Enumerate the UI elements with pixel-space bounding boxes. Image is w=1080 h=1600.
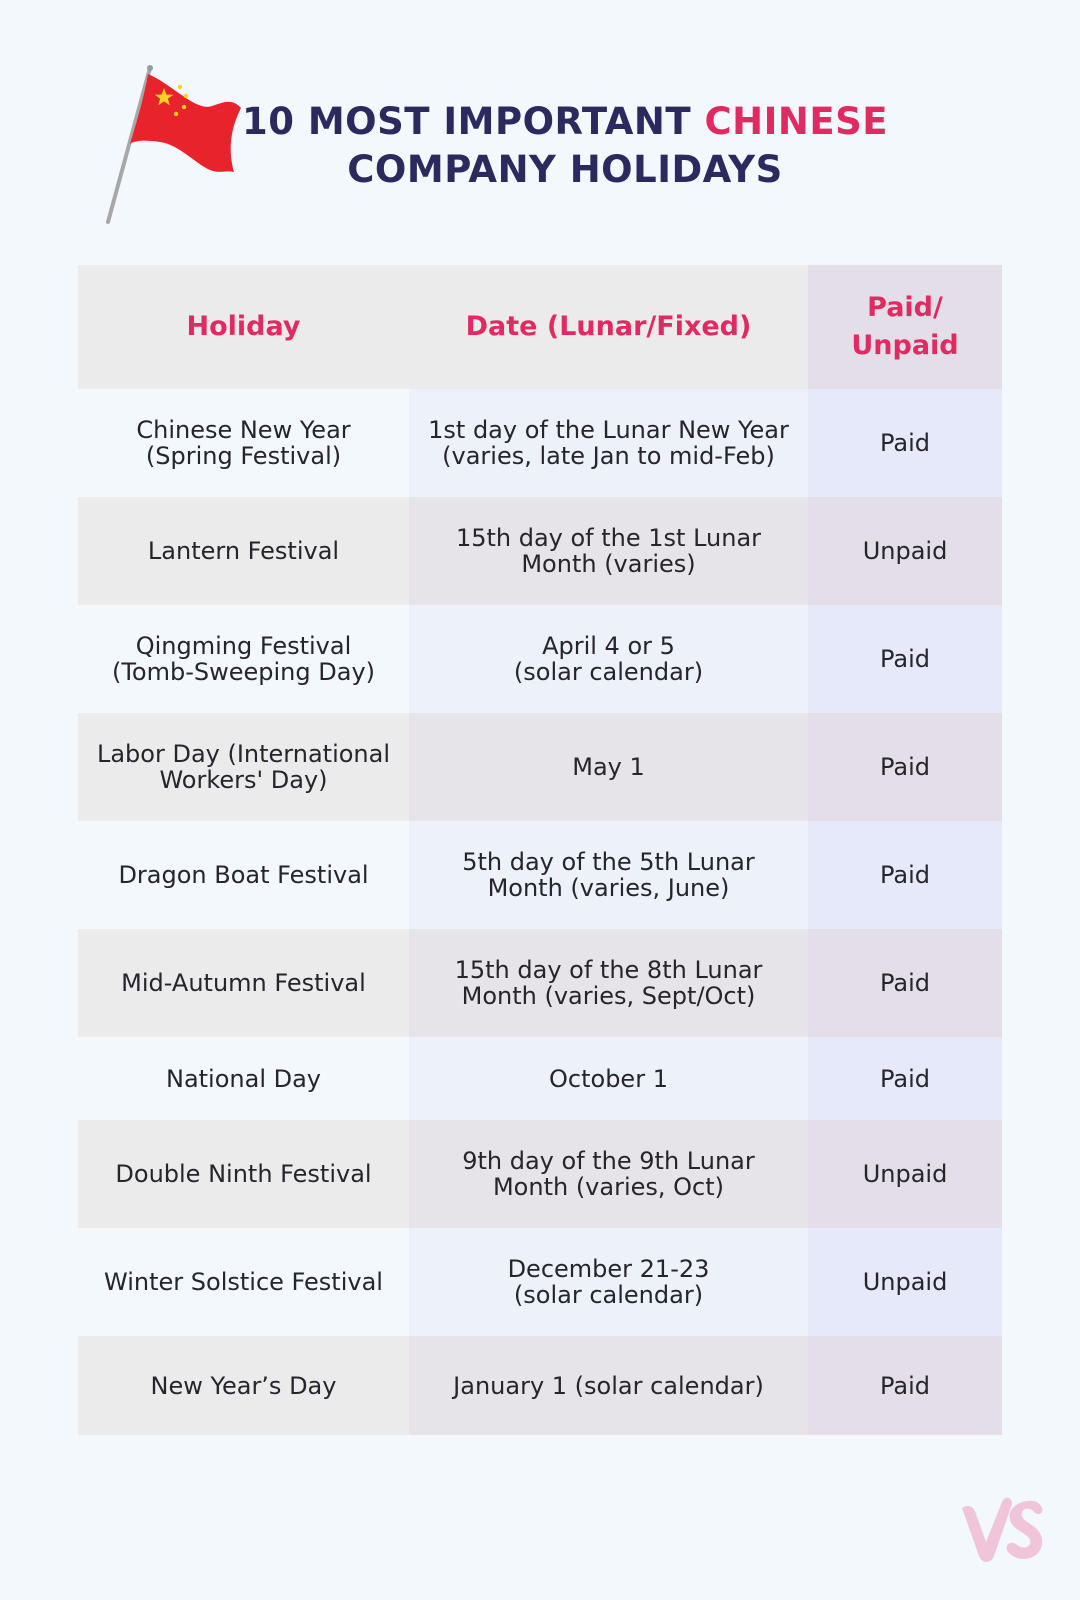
holiday-cell: Dragon Boat Festival — [78, 821, 409, 929]
title-line1 — [242, 100, 888, 143]
holiday-cell: Double Ninth Festival — [78, 1120, 409, 1228]
paid-cell: Paid — [808, 929, 1002, 1037]
header-date: Date (Lunar/Fixed) — [409, 265, 808, 389]
holiday-cell: Winter Solstice Festival — [78, 1228, 409, 1336]
holiday-cell: National Day — [78, 1037, 409, 1120]
date-cell: 5th day of the 5th Lunar Month (varies, June) — [409, 821, 808, 929]
holiday-cell: Lantern Festival — [78, 497, 409, 605]
table-row — [78, 929, 1002, 1037]
paid-cell: Unpaid — [808, 1228, 1002, 1336]
date-cell: May 1 — [409, 713, 808, 821]
date-cell: 9th day of the 9th Lunar Month (varies, Oct) — [409, 1120, 808, 1228]
holidays-table — [78, 265, 1002, 1435]
table-row — [78, 1037, 1002, 1120]
paid-cell: Paid — [808, 821, 1002, 929]
header-paid: Paid/ Unpaid — [808, 265, 1002, 389]
paid-cell: Paid — [808, 389, 1002, 497]
date-cell: April 4 or 5 (solar calendar) — [409, 605, 808, 713]
holiday-cell: Mid-Autumn Festival — [78, 929, 409, 1037]
paid-cell: Unpaid — [808, 1120, 1002, 1228]
table-row — [78, 497, 1002, 605]
table-row — [78, 1336, 1002, 1435]
table-row — [78, 1228, 1002, 1336]
table-row — [78, 1120, 1002, 1228]
china-flag-icon — [100, 62, 250, 227]
title-accent: CHINESE — [704, 100, 889, 143]
header-holiday: Holiday — [78, 265, 409, 389]
table-row — [78, 389, 1002, 497]
title-line2: COMPANY HOLIDAYS — [347, 148, 783, 191]
paid-cell: Paid — [808, 713, 1002, 821]
holiday-cell: New Year’s Day — [78, 1336, 409, 1435]
holiday-cell: Labor Day (International Workers' Day) — [78, 713, 409, 821]
table-row — [78, 605, 1002, 713]
paid-cell: Paid — [808, 605, 1002, 713]
page-title — [240, 98, 890, 194]
paid-cell: Paid — [808, 1336, 1002, 1435]
paid-cell: Unpaid — [808, 497, 1002, 605]
title-prefix: 10 MOST IMPORTANT — [241, 100, 705, 143]
brand-logo-icon — [958, 1486, 1048, 1566]
holiday-cell: Qingming Festival (Tomb-Sweeping Day) — [78, 605, 409, 713]
date-cell: January 1 (solar calendar) — [409, 1336, 808, 1435]
holiday-cell: Chinese New Year (Spring Festival) — [78, 389, 409, 497]
date-cell: 1st day of the Lunar New Year (varies, late Jan to mid-Feb) — [409, 389, 808, 497]
table-row — [78, 713, 1002, 821]
date-cell: 15th day of the 8th Lunar Month (varies, Sept/Oct) — [409, 929, 808, 1037]
table-header-row — [78, 265, 1002, 389]
date-cell: December 21-23 (solar calendar) — [409, 1228, 808, 1336]
table-row — [78, 821, 1002, 929]
date-cell: 15th day of the 1st Lunar Month (varies) — [409, 497, 808, 605]
date-cell: October 1 — [409, 1037, 808, 1120]
paid-cell: Paid — [808, 1037, 1002, 1120]
